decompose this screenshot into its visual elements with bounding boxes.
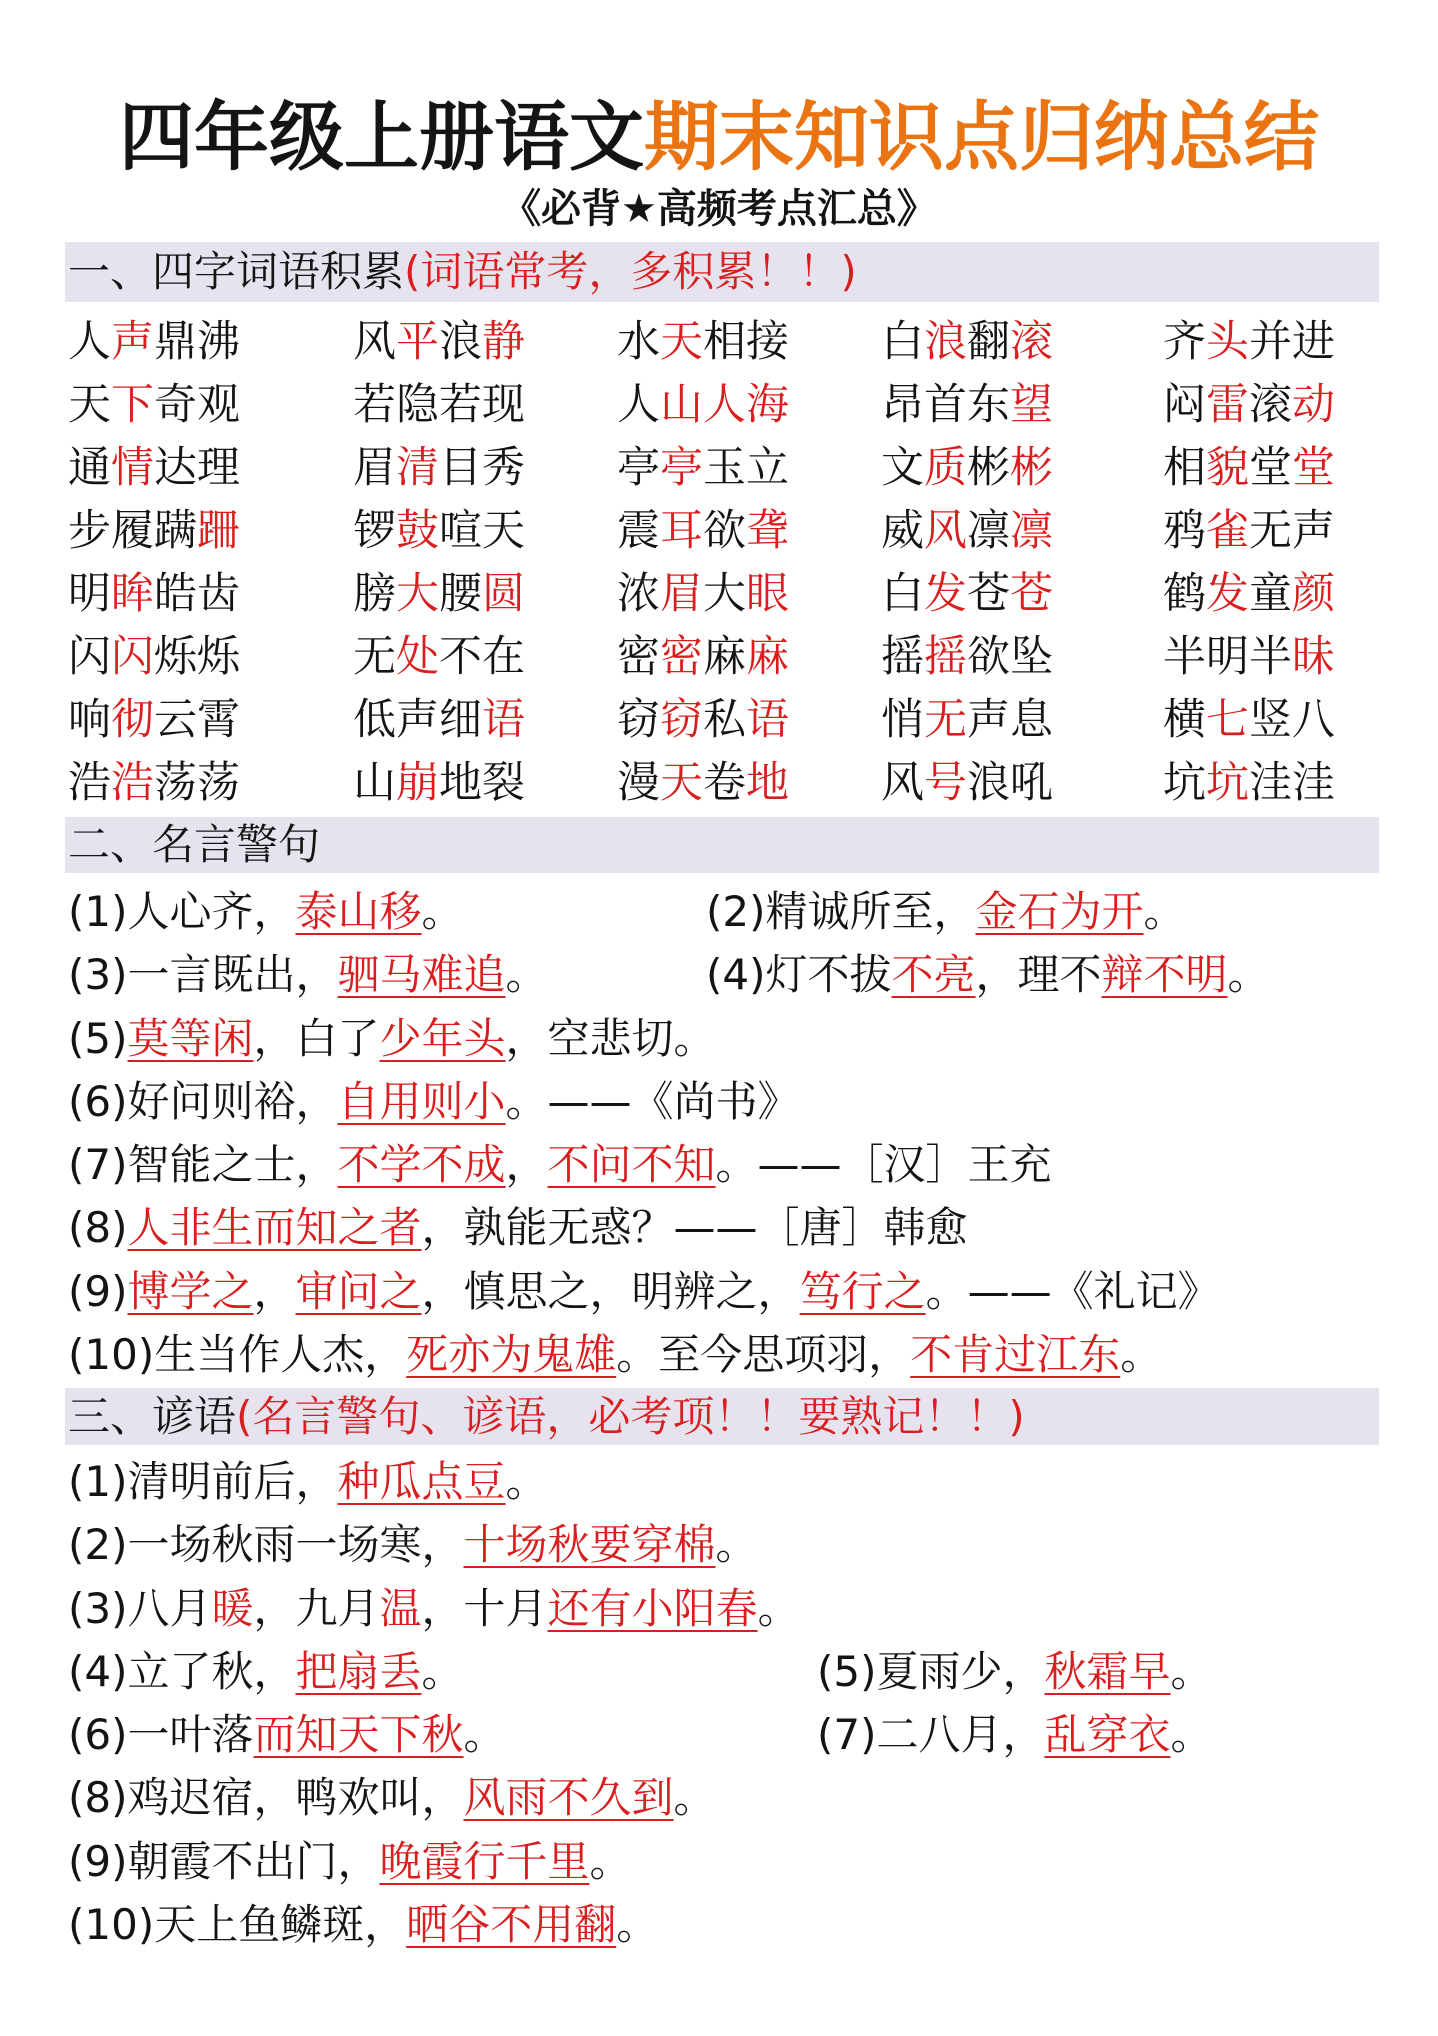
idiom: [353, 374, 617, 437]
idiom: [68, 689, 353, 752]
plain-text: 。: [421, 887, 464, 936]
plain-text: 天: [68, 380, 111, 430]
answer-text: 博学之: [127, 1266, 254, 1316]
plain-text: 若隐若现: [353, 380, 525, 430]
plain-text: 。——［汉］王充: [715, 1140, 1052, 1190]
plain-text: 达理: [154, 443, 240, 493]
plain-text: 。: [715, 1520, 758, 1570]
proverb-line: [68, 1703, 817, 1766]
quote-line-row: [68, 1196, 1270, 1259]
key-word: 崩: [396, 758, 439, 808]
key-word: 彬: [1010, 443, 1053, 493]
section-note: (名言警句、谚语，必考项！！要熟记！！): [236, 1392, 1025, 1441]
key-word: 语: [482, 695, 525, 745]
idiom: [1163, 689, 1363, 752]
idiom: [1163, 752, 1363, 815]
section-header-proverbs: [65, 1388, 1379, 1445]
proverb-line: [68, 1893, 817, 1956]
idiom: [68, 437, 353, 500]
quote-line: [68, 1133, 1052, 1196]
plain-text: 坑: [1163, 758, 1206, 808]
idiom: [881, 689, 1163, 752]
proverb-line-row: [68, 1640, 1213, 1703]
quote-line-row: [68, 943, 1270, 1006]
quote-line: [706, 943, 1270, 1006]
plain-text: 翻: [967, 317, 1010, 367]
answer-text: 审问之: [295, 1266, 422, 1316]
plain-text: 地裂: [439, 758, 525, 808]
plain-text: 闪: [68, 632, 111, 682]
key-word: 彻: [111, 695, 154, 745]
key-word: 暖: [211, 1583, 254, 1633]
plain-text: 。: [589, 1836, 632, 1886]
plain-text: (5)夏雨少，: [817, 1646, 1045, 1696]
plain-text: 明: [68, 569, 111, 619]
plain-text: 步履蹒: [68, 506, 197, 556]
proverb-line-row: [68, 1577, 1213, 1640]
key-word: 地: [746, 758, 789, 808]
key-word: 鼓: [396, 506, 439, 556]
key-word: 亭: [660, 443, 703, 493]
idiom: [1163, 374, 1363, 437]
answer-text: 金石为开: [975, 887, 1144, 936]
plain-text: 大: [703, 569, 746, 619]
plain-text: 滚: [1249, 380, 1292, 430]
plain-text: (10)生当作人杰，: [68, 1330, 407, 1380]
plain-text: 玉立: [703, 443, 789, 493]
proverb-line: [68, 1640, 817, 1703]
key-word: 声: [111, 317, 154, 367]
proverb-line-row: [68, 1703, 1213, 1766]
plain-text: 欲: [703, 506, 746, 556]
key-word: 静: [482, 317, 525, 367]
idiom: [68, 563, 353, 626]
key-word: 昧: [1292, 632, 1335, 682]
idiom: [881, 563, 1163, 626]
idiom: [68, 752, 353, 815]
plain-text: 。: [673, 1773, 716, 1823]
plain-text: (6)一叶落: [68, 1710, 254, 1760]
idiom: [1163, 563, 1363, 626]
proverb-line: [68, 1766, 817, 1829]
plain-text: 膀: [353, 569, 396, 619]
plain-text: 相接: [703, 317, 789, 367]
plain-text: 竖八: [1249, 695, 1335, 745]
idiom: [1163, 626, 1363, 689]
plain-text: 浪吼: [967, 758, 1053, 808]
plain-text: 云霄: [154, 695, 240, 745]
key-word: 平: [396, 317, 439, 367]
plain-text: 通: [68, 443, 111, 493]
proverb-line-row: [68, 1766, 1213, 1829]
key-word: 发: [924, 569, 967, 619]
plain-text: 卷: [703, 758, 746, 808]
answer-text: 种瓜点豆: [337, 1457, 506, 1506]
plain-text: (9)朝霞不出门，: [68, 1836, 380, 1886]
answer-text: 把扇丢: [295, 1646, 422, 1696]
plain-text: 浓: [617, 569, 660, 619]
idiom: [353, 752, 617, 815]
plain-text: 。——《礼记》: [925, 1266, 1220, 1316]
key-word: 浩: [111, 758, 154, 808]
plain-text: 。: [1120, 1330, 1163, 1380]
proverb-line-row: [68, 1513, 1213, 1576]
quote-line: [68, 880, 706, 943]
key-word: 浪: [924, 317, 967, 367]
plain-text: ，: [253, 1266, 296, 1316]
idiom: [881, 500, 1163, 563]
key-word: 情: [111, 443, 154, 493]
key-word: 密: [660, 632, 703, 682]
plain-text: 喧天: [439, 506, 525, 556]
answer-text: 不学不成: [337, 1140, 506, 1190]
key-word: 头: [1206, 317, 1249, 367]
plain-text: 。: [1143, 887, 1186, 936]
key-word: 处: [396, 632, 439, 682]
idiom: [881, 752, 1163, 815]
idiom: [617, 374, 881, 437]
plain-text: 。: [757, 1583, 800, 1633]
idiom: [617, 626, 881, 689]
quote-line-row: [68, 1323, 1270, 1386]
plain-text: 凛: [967, 506, 1010, 556]
key-word: 大: [396, 569, 439, 619]
key-word: 眉: [660, 569, 703, 619]
page-title: [0, 92, 1438, 182]
plain-text: (10)天上鱼鳞斑，: [68, 1900, 407, 1950]
proverb-line: [68, 1577, 817, 1640]
key-word: 望: [1010, 380, 1053, 430]
key-word: 颜: [1292, 569, 1335, 619]
proverb-line: [68, 1513, 817, 1576]
quote-line-row: [68, 1260, 1270, 1323]
proverb-line: [68, 1830, 817, 1893]
key-word: 苍: [1010, 569, 1053, 619]
quote-line: [68, 1196, 968, 1259]
key-word: 语: [746, 695, 789, 745]
idiom: [353, 689, 617, 752]
plain-text: 震: [617, 506, 660, 556]
plain-text: 声息: [967, 695, 1053, 745]
key-word: 坑: [1206, 758, 1249, 808]
plain-text: ，慎思之，明辨之，: [421, 1266, 800, 1316]
plain-text: (1)人心齐，: [68, 887, 296, 936]
answer-text: 人非生而知之者: [127, 1203, 422, 1253]
key-word: 眸: [111, 569, 154, 619]
plain-text: (2)一场秋雨一场寒，: [68, 1520, 464, 1570]
quote-line-row: [68, 880, 1270, 943]
key-word: 温: [379, 1583, 422, 1633]
plain-text: 奇观: [154, 380, 240, 430]
plain-text: 鹤: [1163, 569, 1206, 619]
plain-text: 文: [881, 443, 924, 493]
plain-text: 白: [881, 317, 924, 367]
plain-text: 堂: [1249, 443, 1292, 493]
key-word: 闪: [111, 632, 154, 682]
key-word: 雀: [1206, 506, 1249, 556]
idiom: [1163, 437, 1363, 500]
answer-text: 自用则小: [337, 1076, 506, 1126]
proverb-line-row: [68, 1893, 1213, 1956]
plain-text: ，白了: [253, 1013, 380, 1063]
section-heading: 一、四字词语积累: [68, 247, 405, 296]
quote-line: [68, 943, 706, 1006]
plain-text: 。: [1227, 950, 1270, 1000]
key-word: 质: [924, 443, 967, 493]
idiom: [617, 563, 881, 626]
plain-text: 悄: [881, 695, 924, 745]
answer-text: 晒谷不用翻: [406, 1900, 617, 1950]
plain-text: 皓齿: [154, 569, 240, 619]
plain-text: 密: [617, 632, 660, 682]
answer-text: 少年头: [379, 1013, 506, 1063]
idiom: [881, 437, 1163, 500]
plain-text: 闷: [1163, 380, 1206, 430]
answer-text: 乱穿衣: [1044, 1710, 1171, 1760]
quote-list: [68, 880, 1270, 1386]
key-word: 圆: [482, 569, 525, 619]
idiom: [1163, 500, 1363, 563]
plain-text: (7)二八月，: [817, 1710, 1045, 1760]
key-word: 跚: [197, 506, 240, 556]
key-word: 天: [660, 758, 703, 808]
section-heading: 二、名言警句: [68, 820, 321, 869]
idiom: [353, 626, 617, 689]
idiom: [353, 311, 617, 374]
plain-text: 窃: [617, 695, 660, 745]
plain-text: (3)八月: [68, 1583, 212, 1633]
plain-text: 响: [68, 695, 111, 745]
key-word: 号: [924, 758, 967, 808]
answer-text: 晚霞行千里: [379, 1836, 590, 1886]
plain-text: (3)一言既出，: [68, 950, 338, 1000]
plain-text: 欲坠: [967, 632, 1053, 682]
quote-line: [68, 1007, 716, 1070]
plain-text: 。: [505, 950, 548, 1000]
key-word: 发: [1206, 569, 1249, 619]
plain-text: 漫: [617, 758, 660, 808]
plain-text: (5): [68, 1013, 128, 1063]
plain-text: ，: [505, 1140, 548, 1190]
plain-text: 威: [881, 506, 924, 556]
plain-text: ，九月: [253, 1583, 380, 1633]
idiom: [617, 689, 881, 752]
key-word: 堂: [1292, 443, 1335, 493]
quote-line: [68, 1070, 800, 1133]
idiom-grid: [68, 311, 1363, 815]
idiom: [353, 563, 617, 626]
plain-text: 人: [68, 317, 111, 367]
answer-text: 死亦为鬼雄: [406, 1330, 617, 1380]
section-note: (词语常考，多积累！！): [404, 247, 857, 296]
plain-text: (7)智能之士，: [68, 1140, 338, 1190]
plain-text: 低声细: [353, 695, 482, 745]
key-word: 清: [396, 443, 439, 493]
proverb-line-row: [68, 1450, 1213, 1513]
key-word: 雷: [1206, 380, 1249, 430]
plain-text: 水: [617, 317, 660, 367]
plain-text: 。——《尚书》: [505, 1076, 800, 1126]
plain-text: 鸦: [1163, 506, 1206, 556]
answer-text: 莫等闲: [127, 1013, 254, 1063]
plain-text: 苍: [967, 569, 1010, 619]
plain-text: 半明半: [1163, 632, 1292, 682]
answer-text: 而知天下秋: [253, 1710, 464, 1760]
plain-text: 荡荡: [154, 758, 240, 808]
idiom: [617, 752, 881, 815]
quote-line-row: [68, 1133, 1270, 1196]
plain-text: 目秀: [439, 443, 525, 493]
idiom: [353, 500, 617, 563]
key-word: 滚: [1010, 317, 1053, 367]
key-word: 无: [924, 695, 967, 745]
plain-text: (6)好问则裕，: [68, 1076, 338, 1126]
answer-text: 还有小阳春: [547, 1583, 758, 1633]
plain-text: 风: [881, 758, 924, 808]
key-word: 风: [924, 506, 967, 556]
plain-text: 昂首东: [881, 380, 1010, 430]
plain-text: 眉: [353, 443, 396, 493]
plain-text: 彬: [967, 443, 1010, 493]
answer-text: 驷马难追: [337, 950, 506, 1000]
idiom: [1163, 311, 1363, 374]
proverb-line-row: [68, 1830, 1213, 1893]
plain-text: 私: [703, 695, 746, 745]
section-header-quotes: [65, 817, 1379, 873]
answer-text: 不亮: [891, 950, 976, 1000]
title-main: 四年级上册语文: [118, 93, 644, 181]
idiom: [617, 500, 881, 563]
proverb-line: [817, 1640, 1213, 1703]
plain-text: 。: [505, 1457, 548, 1506]
quote-line: [706, 880, 1186, 943]
plain-text: (8)鸡迟宿，鸭欢叫，: [68, 1773, 464, 1823]
plain-text: 。至今思项羽，: [616, 1330, 911, 1380]
idiom: [68, 500, 353, 563]
plain-text: (4)灯不拔: [706, 950, 892, 1000]
plain-text: 鼎沸: [154, 317, 240, 367]
plain-text: ，空悲切。: [505, 1013, 716, 1063]
plain-text: ，十月: [421, 1583, 548, 1633]
plain-text: 并进: [1249, 317, 1335, 367]
key-word: 窃: [660, 695, 703, 745]
key-word: 摇: [924, 632, 967, 682]
answer-text: 不肯过江东: [910, 1330, 1121, 1380]
key-word: 天: [660, 317, 703, 367]
plain-text: ，理不: [975, 950, 1102, 1000]
plain-text: 。: [1170, 1710, 1213, 1760]
title-highlight: 期末知识点归纳总结: [644, 93, 1320, 181]
plain-text: ，孰能无惑？——［唐］韩愈: [421, 1203, 968, 1253]
answer-text: 泰山移: [295, 887, 422, 936]
proverb-list: [68, 1450, 1213, 1956]
plain-text: (4)立了秋，: [68, 1646, 296, 1696]
answer-text: 十场秋要穿棉: [463, 1520, 716, 1570]
plain-text: 齐: [1163, 317, 1206, 367]
proverb-line: [817, 1703, 1213, 1766]
key-word: 貌: [1206, 443, 1249, 493]
plain-text: (8): [68, 1203, 128, 1253]
key-word: 山人海: [660, 380, 789, 430]
answer-text: 不问不知: [547, 1140, 716, 1190]
key-word: 耳: [660, 506, 703, 556]
plain-text: (2)精诚所至，: [706, 887, 976, 936]
plain-text: 无声: [1249, 506, 1335, 556]
plain-text: (9): [68, 1266, 128, 1316]
quote-line: [68, 1260, 1220, 1323]
answer-text: 秋霜早: [1044, 1646, 1171, 1696]
plain-text: 。: [463, 1710, 506, 1760]
plain-text: 麻: [703, 632, 746, 682]
page-subtitle: 《必背★高频考点汇总》: [501, 186, 937, 232]
section-heading: 三、谚语: [68, 1392, 237, 1441]
plain-text: 。: [616, 1900, 659, 1950]
key-word: 七: [1206, 695, 1249, 745]
plain-text: 亭: [617, 443, 660, 493]
answer-text: 笃行之: [799, 1266, 926, 1316]
proverb-line: [68, 1450, 817, 1513]
idiom: [617, 311, 881, 374]
plain-text: 横: [1163, 695, 1206, 745]
plain-text: 人: [617, 380, 660, 430]
answer-text: 风雨不久到: [463, 1773, 674, 1823]
plain-text: 摇: [881, 632, 924, 682]
plain-text: 无: [353, 632, 396, 682]
answer-text: 辩不明: [1101, 950, 1228, 1000]
plain-text: 童: [1249, 569, 1292, 619]
section-header-idioms: [65, 242, 1379, 302]
quote-line: [68, 1323, 1162, 1386]
plain-text: 浪: [439, 317, 482, 367]
plain-text: (1)清明前后，: [68, 1457, 338, 1506]
plain-text: 山: [353, 758, 396, 808]
idiom: [353, 437, 617, 500]
plain-text: 。: [421, 1646, 464, 1696]
key-word: 聋: [746, 506, 789, 556]
idiom: [881, 626, 1163, 689]
plain-text: 腰: [439, 569, 482, 619]
idiom: [881, 311, 1163, 374]
key-word: 眼: [746, 569, 789, 619]
quote-line-row: [68, 1070, 1270, 1133]
plain-text: 浩: [68, 758, 111, 808]
key-word: 凛: [1010, 506, 1053, 556]
plain-text: 风: [353, 317, 396, 367]
plain-text: 锣: [353, 506, 396, 556]
idiom: [881, 374, 1163, 437]
plain-text: 洼洼: [1249, 758, 1335, 808]
quote-line-row: [68, 1007, 1270, 1070]
key-word: 下: [111, 380, 154, 430]
idiom: [68, 374, 353, 437]
plain-text: 相: [1163, 443, 1206, 493]
key-word: 麻: [746, 632, 789, 682]
plain-text: 烁烁: [154, 632, 240, 682]
idiom: [617, 437, 881, 500]
plain-text: 白: [881, 569, 924, 619]
key-word: 动: [1292, 380, 1335, 430]
plain-text: 。: [1170, 1646, 1213, 1696]
plain-text: 不在: [439, 632, 525, 682]
idiom: [68, 626, 353, 689]
idiom: [68, 311, 353, 374]
